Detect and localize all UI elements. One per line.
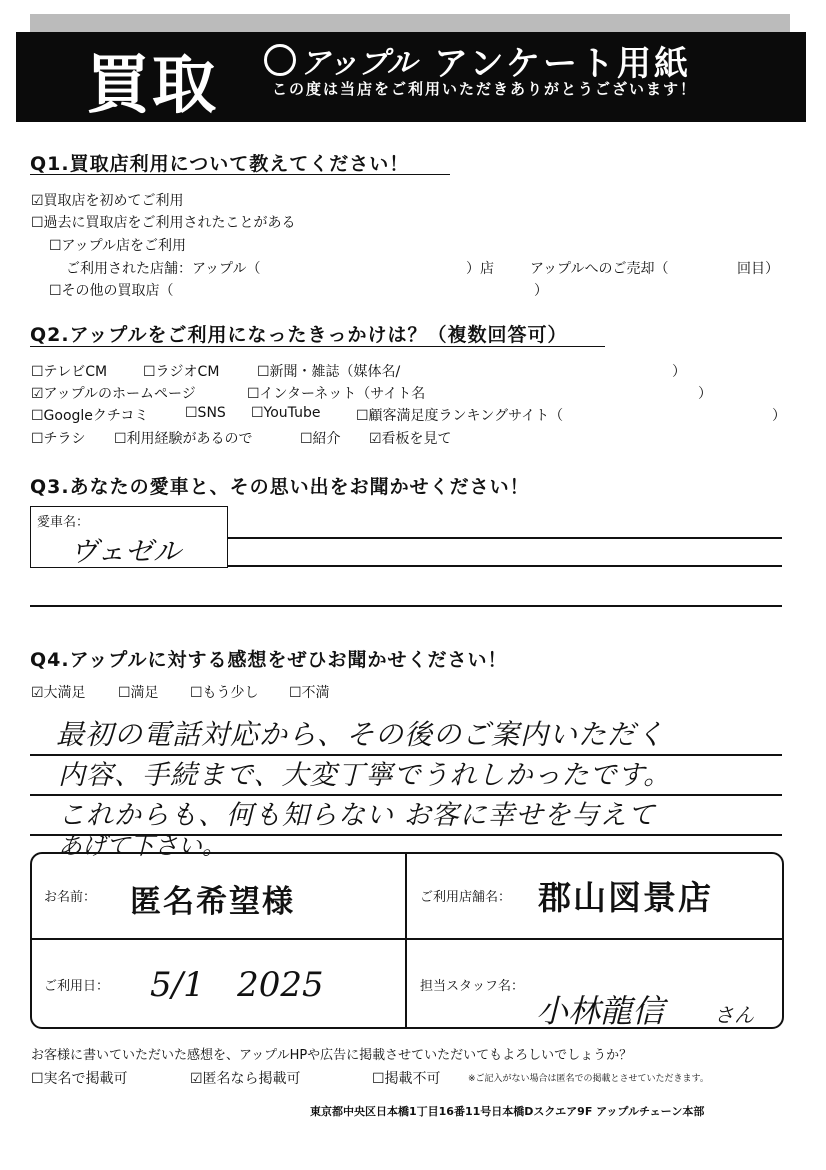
- q1-store-suffix: ）店: [466, 261, 494, 277]
- q2-option-youtube[interactable]: ☐YouTube: [251, 405, 321, 421]
- q2-underline: [30, 346, 605, 347]
- q1-option-other-store[interactable]: ☐その他の買取店（: [49, 283, 174, 299]
- comment-text-line-3: これからも、何も知らない お客に幸せを与えて: [58, 800, 656, 831]
- q4-option-satisfied[interactable]: ☐満足: [118, 685, 159, 701]
- q1-sale-count-suffix: 回目）: [737, 261, 779, 277]
- q2-option-tv[interactable]: ☐テレビCM: [31, 364, 108, 380]
- staff-label: 担当スタッフ名：: [420, 979, 525, 994]
- q1-title: Q1.買取店利用について教えてください！: [30, 153, 410, 175]
- q1-option-used-before[interactable]: ☐過去に買取店をご利用されたことがある: [31, 215, 296, 231]
- q4-option-dissatisfied[interactable]: ☐不満: [289, 685, 330, 701]
- q3-title: Q3.あなたの愛車と、その思い出をお聞かせください！: [30, 476, 530, 498]
- info-box-hdivider: [30, 938, 782, 940]
- car-name-value[interactable]: ヴェゼル: [70, 535, 181, 568]
- q1-other-close: ）: [534, 283, 548, 299]
- store-label: ご利用店舗名：: [420, 890, 512, 905]
- q1-option-apple-store[interactable]: ☐アップル店をご利用: [49, 238, 187, 254]
- date-label: ご利用日：: [44, 979, 110, 994]
- staff-value[interactable]: 小林龍信: [536, 992, 665, 1030]
- q2-paren-2: ）: [698, 386, 712, 402]
- q2-option-experience[interactable]: ☐利用経験があるので: [114, 431, 253, 447]
- q3-line-3: [30, 605, 782, 607]
- car-name-label: 愛車名：: [37, 515, 90, 530]
- q2-option-internet[interactable]: ☐インターネット（サイト名: [247, 386, 426, 402]
- comment-text-line-4: あげて下さい。: [58, 832, 226, 860]
- q1-store-name-field[interactable]: ご利用された店舗：アップル（: [66, 261, 261, 277]
- q4-option-very-satisfied[interactable]: ☑大満足: [31, 685, 86, 701]
- q2-option-sns[interactable]: ☐SNS: [185, 405, 226, 421]
- header-greeting: この度は当店をご利用いただきありがとうございます！: [272, 80, 698, 98]
- publish-option-anonymous[interactable]: ☑匿名なら掲載可: [190, 1071, 301, 1087]
- name-label: お名前：: [44, 890, 97, 905]
- date-value[interactable]: 5/1 2025: [150, 965, 324, 1005]
- q2-option-signboard[interactable]: ☑看板を見て: [369, 431, 452, 447]
- q2-paren-3: ）: [772, 408, 786, 424]
- brand-name: アップル: [300, 46, 417, 81]
- header-scan-strip: [30, 14, 790, 32]
- form-title: アンケート用紙: [434, 44, 691, 84]
- comment-text-line-1: 最初の電話対応から、その後のご案内いただく: [56, 718, 666, 751]
- q1-underline: [30, 174, 450, 175]
- header-big-title: 買取: [86, 49, 218, 123]
- company-address: 東京都中央区日本橋1丁目16番11号日本橋Dスクエア9F アップルチェーン本部: [310, 1105, 705, 1118]
- q2-option-google[interactable]: ☐Googleクチコミ: [31, 408, 149, 424]
- q2-option-flyer[interactable]: ☐チラシ: [31, 431, 86, 447]
- publish-option-real-name[interactable]: ☐実名で掲載可: [31, 1071, 128, 1087]
- q4-option-somewhat[interactable]: ☐もう少し: [190, 685, 259, 701]
- q2-option-homepage[interactable]: ☑アップルのホームページ: [31, 386, 196, 402]
- q2-option-ranking[interactable]: ☐顧客満足度ランキングサイト（: [356, 408, 564, 424]
- publish-option-not-allowed[interactable]: ☐掲載不可: [372, 1071, 441, 1087]
- q1-option-first-time[interactable]: ☑買取店を初めてご利用: [31, 193, 184, 209]
- name-value: 匿名希望様: [130, 884, 295, 920]
- comment-text-line-2: 内容、手続まで、大変丁寧でうれしかったです。: [58, 760, 672, 791]
- q3-line-2: [228, 565, 782, 567]
- q1-sale-count-field[interactable]: アップルへのご売却（: [530, 261, 669, 277]
- store-value: 郡山図景店: [538, 878, 713, 917]
- publish-question: お客様に書いていただいた感想を、アップルHPや広告に掲載させていただいてもよろしいでしょうか？: [31, 1048, 633, 1063]
- header-banner: [16, 32, 806, 122]
- q2-title: Q2.アップルをご利用になったきっかけは？（複数回答可）: [30, 324, 568, 346]
- q2-option-radio[interactable]: ☐ラジオCM: [143, 364, 220, 380]
- publish-note: ※ご記入がない場合は匿名での掲載とさせていただきます。: [468, 1074, 709, 1084]
- q2-option-newspaper[interactable]: ☐新聞・雑誌（媒体名/: [257, 364, 401, 380]
- q3-line-1: [228, 537, 782, 539]
- q4-title: Q4.アップルに対する感想をぜひお聞かせください！: [30, 649, 508, 671]
- brand-logo-icon: [264, 44, 296, 76]
- q2-paren-1: ）: [672, 364, 686, 380]
- q2-option-referral[interactable]: ☐紹介: [300, 431, 341, 447]
- staff-suffix: さん: [714, 1003, 754, 1027]
